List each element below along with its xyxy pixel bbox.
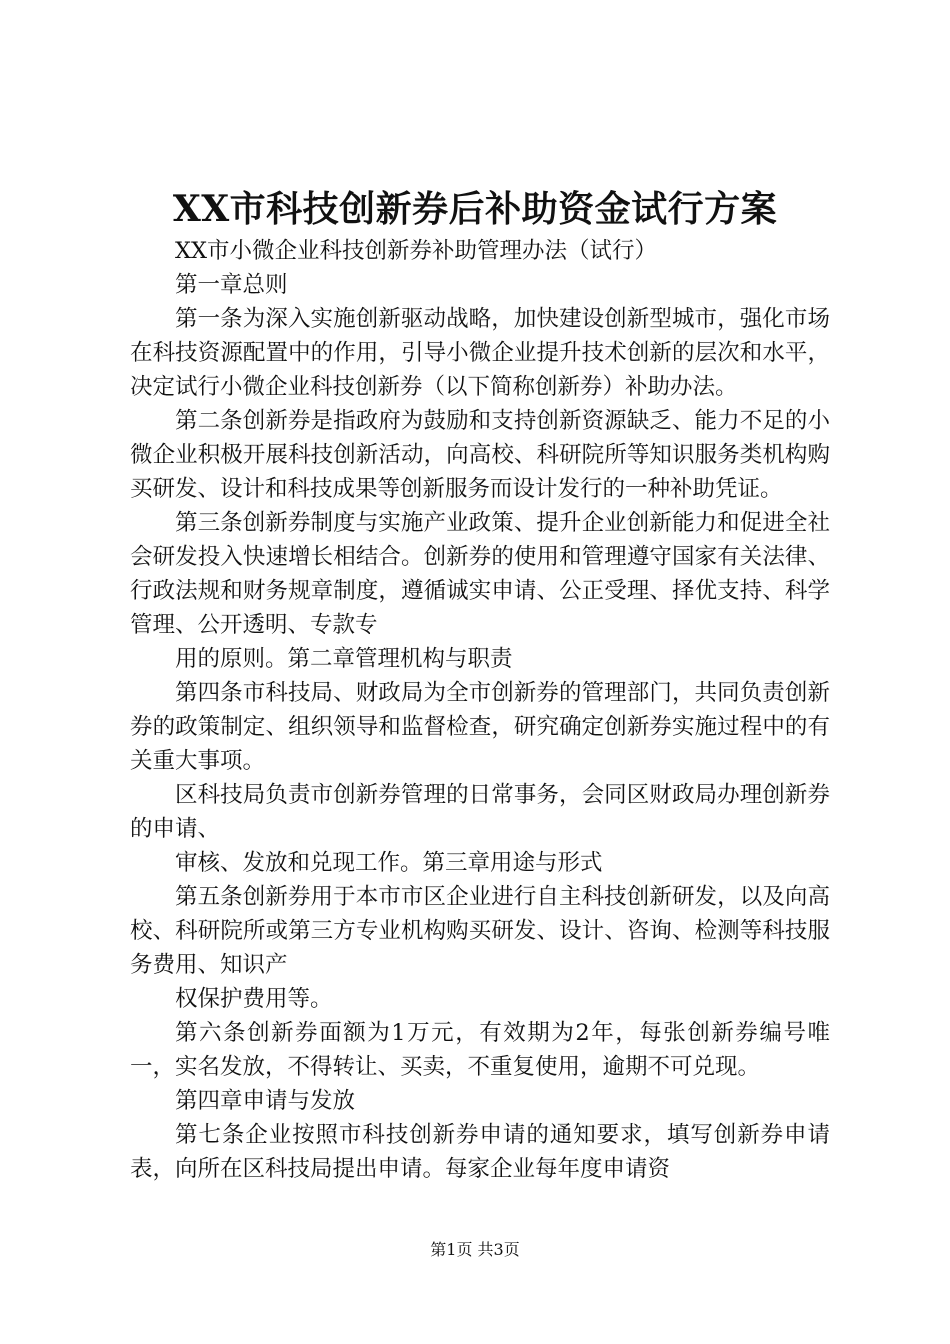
body-paragraph: 第七条企业按照市科技创新券申请的通知要求，填写创新券申请表，向所在区科技局提出申请。每家企业每年度申请资 bbox=[130, 1122, 830, 1182]
body-paragraph: 第四条市科技局、财政局为全市创新券的管理部门，共同负责创新券的政策制定、组织领导和监督检查，研究确定创新券实施过程中的有关重大事项。 bbox=[130, 680, 830, 774]
body-paragraph: 第六条创新券面额为1万元，有效期为2年，每张创新券编号唯一，实名发放，不得转让、买卖，不重复使用，逾期不可兑现。 bbox=[130, 1020, 830, 1080]
body-paragraph: 第二条创新券是指政府为鼓励和支持创新资源缺乏、能力不足的小微企业积极开展科技创新活动，向高校、科研院所等知识服务类机构购买研发、设计和科技成果等创新服务而设计发行的一种补助凭证。 bbox=[130, 408, 830, 502]
body-paragraph: 审核、发放和兑现工作。第三章用途与形式 bbox=[175, 850, 603, 876]
body-paragraph: 区科技局负责市创新券管理的日常事务，会同区财政局办理创新券的申请、 bbox=[130, 782, 830, 842]
body-paragraph: 第三条创新券制度与实施产业政策、提升企业创新能力和促进全社会研发投入快速增长相结合。创新券的使用和管理遵守国家有关法律、行政法规和财务规章制度，遵循诚实申请、公正受理、择优支持、科学管理、公开透明、专款专 bbox=[130, 510, 830, 638]
body-paragraph: 权保护费用等。 bbox=[175, 986, 333, 1012]
body-paragraph: 第五条创新券用于本市市区企业进行自主科技创新研发，以及向高校、科研院所或第三方专业机构购买研发、设计、咨询、检测等科技服务费用、知识产 bbox=[130, 884, 830, 978]
document-body bbox=[130, 234, 830, 1186]
body-paragraph: 第一条为深入实施创新驱动战略，加快建设创新型城市，强化市场在科技资源配置中的作用，引导小微企业提升技术创新的层次和水平，决定试行小微企业科技创新券（以下简称创新券）补助办法。 bbox=[130, 306, 830, 400]
document-title: XX市科技创新券后补助资金试行方案 bbox=[172, 188, 778, 230]
chapter-heading: 第一章总则 bbox=[175, 272, 288, 298]
body-paragraph: 用的原则。第二章管理机构与职责 bbox=[175, 646, 513, 672]
subtitle-paragraph: XX市小微企业科技创新券补助管理办法（试行） bbox=[175, 238, 658, 264]
chapter-heading: 第四章申请与发放 bbox=[175, 1088, 356, 1114]
page-footer: 第1页 共3页 bbox=[430, 1240, 520, 1259]
